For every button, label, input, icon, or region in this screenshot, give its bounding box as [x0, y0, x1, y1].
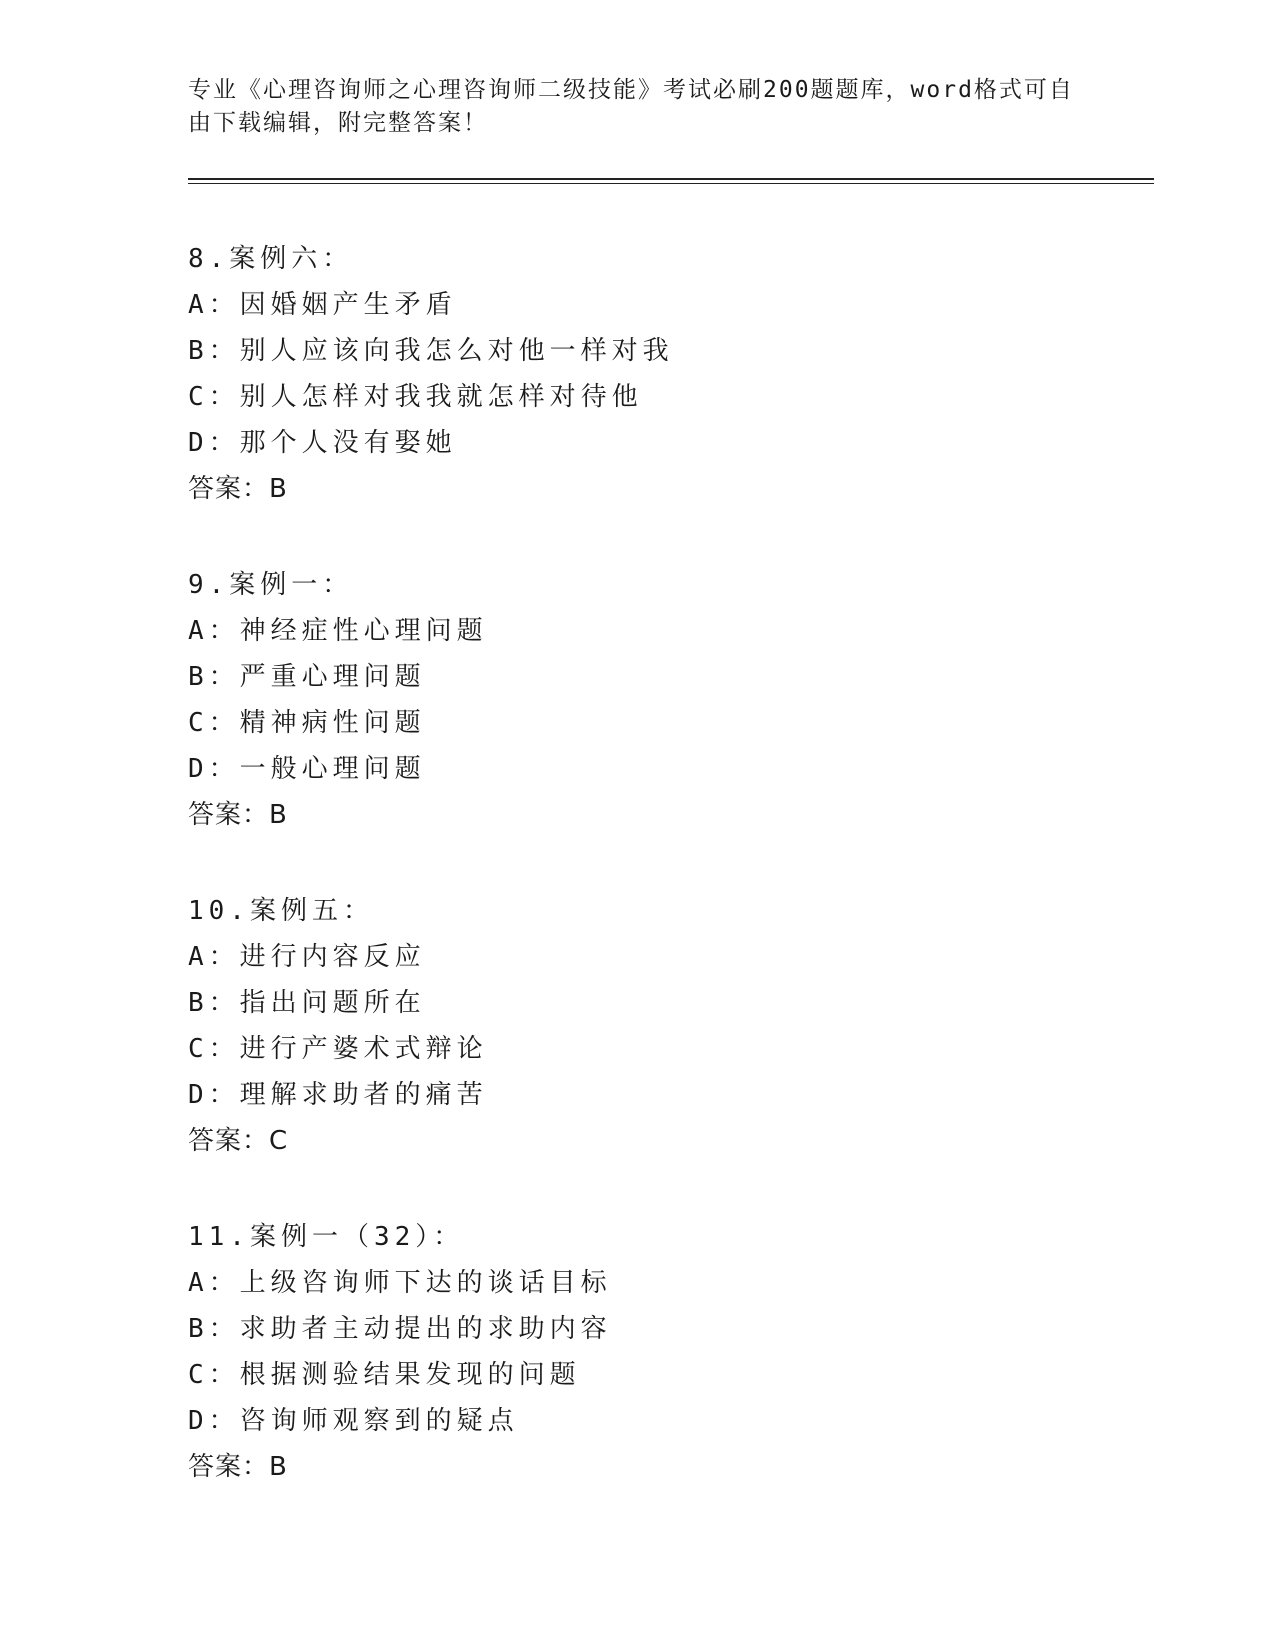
option-a: A：上级咨询师下达的谈话目标	[188, 1268, 612, 1298]
question-title: 11.案例一（32）：	[188, 1222, 465, 1252]
option-d: D：咨询师观察到的疑点	[188, 1406, 519, 1436]
answer-line: 答案：B	[188, 474, 288, 504]
option-c: C：进行产婆术式辩论	[188, 1034, 488, 1064]
option-b: B：指出问题所在	[188, 988, 426, 1018]
option-c: C：根据测验结果发现的问题	[188, 1360, 581, 1390]
question-item	[188, 1214, 1138, 1490]
option-b: B：别人应该向我怎么对他一样对我	[188, 336, 674, 366]
option-a: A：因婚姻产生矛盾	[188, 290, 457, 320]
option-b: B：严重心理问题	[188, 662, 426, 692]
option-d: D：那个人没有娶她	[188, 428, 457, 458]
question-title: 9.案例一：	[188, 570, 354, 600]
option-a: A：进行内容反应	[188, 942, 426, 972]
header-line-1: 专业《心理咨询师之心理咨询师二级技能》考试必刷200题题库，word格式可自	[188, 77, 1074, 103]
option-a: A：神经症性心理问题	[188, 616, 488, 646]
header-divider	[188, 178, 1154, 184]
question-item	[188, 888, 1138, 1164]
answer-line: 答案：B	[188, 800, 288, 830]
answer-line: 答案：B	[188, 1452, 288, 1482]
question-item	[188, 236, 1138, 512]
document-header	[188, 74, 1088, 140]
option-b: B：求助者主动提出的求助内容	[188, 1314, 612, 1344]
question-title: 10.案例五：	[188, 896, 374, 926]
option-c: C：精神病性问题	[188, 708, 426, 738]
question-item	[188, 562, 1138, 838]
question-list	[188, 236, 1138, 1540]
answer-line: 答案：C	[188, 1126, 289, 1156]
option-c: C：别人怎样对我我就怎样对待他	[188, 382, 643, 412]
option-d: D：一般心理问题	[188, 754, 426, 784]
question-title: 8.案例六：	[188, 244, 354, 274]
option-d: D：理解求助者的痛苦	[188, 1080, 488, 1110]
header-line-2: 由下载编辑，附完整答案！	[188, 110, 488, 136]
